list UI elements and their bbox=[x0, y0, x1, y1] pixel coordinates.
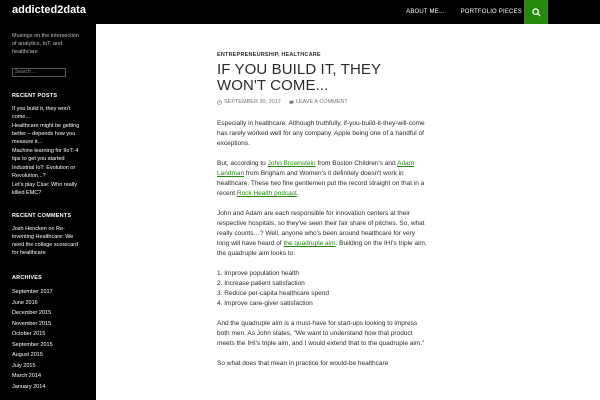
recent-post-link[interactable]: Machine learning for IIoT: 4 tips to get you started bbox=[12, 148, 79, 162]
leave-comment-link[interactable] bbox=[289, 99, 348, 105]
post-date[interactable] bbox=[217, 99, 281, 105]
list-item: 1. Improve population health bbox=[217, 270, 300, 277]
primary-nav bbox=[406, 0, 522, 24]
comment-icon bbox=[289, 100, 294, 105]
leave-comment-text: LEAVE A COMMENT bbox=[295, 99, 348, 105]
link-john-brownstein[interactable]: John Brownstein bbox=[267, 160, 316, 167]
link-quadruple-aim[interactable]: the quadruple aim bbox=[283, 240, 336, 247]
site-title[interactable]: addicted2data bbox=[12, 4, 86, 16]
quadruple-aim-list bbox=[217, 269, 427, 309]
post-paragraph: So what does that mean in practice for would-be healthcare bbox=[217, 360, 389, 367]
post-meta bbox=[217, 99, 427, 105]
archive-link[interactable]: January 2014 bbox=[12, 383, 46, 390]
post-paragraph: And the quadruple aim is a must-have for start-ups looking to impress both men. As John states, "We want to understand how that product meets the IHI's triple aim, and I would extend that to the quadruple aim." bbox=[217, 320, 425, 347]
recent-post-link[interactable]: If you build it, they won't come... bbox=[12, 106, 71, 120]
sidebar-search-input[interactable]: Search ... bbox=[12, 68, 66, 77]
archive-link[interactable]: November 2015 bbox=[12, 320, 52, 327]
recent-posts-title: RECENT POSTS bbox=[12, 93, 58, 99]
recent-comment-link[interactable]: Josh Hencken on Re-inventing Healthcare: We need the college scorecard for healthcare bbox=[12, 226, 79, 256]
archive-link[interactable]: June 2016 bbox=[12, 299, 38, 306]
sidebar bbox=[0, 24, 96, 400]
list-item: 4. Improve care-giver satisfaction bbox=[217, 300, 313, 307]
text-span: from Boston Children's and bbox=[315, 160, 398, 167]
post-content bbox=[217, 119, 427, 369]
post-article bbox=[217, 52, 427, 379]
text-span: John and Adam are each responsible for innovation centers at their respective hospitals, so they've seen their fair share of pitches. So, what really counts…? Well, anyone who's been around healthcare for very long will have heard of bbox=[217, 210, 425, 247]
archive-link[interactable]: December 2015 bbox=[12, 310, 52, 316]
post-paragraph: Especially in healthcare. Although truthfully, if-you-build-it-they-will-come has rarely worked well for any company. Apple being one of a handful of exceptions. bbox=[217, 120, 425, 147]
site-header bbox=[0, 0, 600, 24]
text-span: But, according to bbox=[217, 160, 268, 167]
text-span: . Building on the IHI's triple aim, the quadruple aim looks to: bbox=[217, 240, 427, 257]
archive-link[interactable]: September 2015 bbox=[12, 341, 53, 348]
recent-post-link[interactable]: Industrial IoT: Evolution or Revolution...? bbox=[12, 165, 76, 179]
post-paragraph bbox=[217, 159, 427, 199]
nav-about-me[interactable]: ABOUT ME... bbox=[406, 9, 445, 15]
archive-link[interactable]: July 2015 bbox=[12, 362, 36, 369]
recent-post-link[interactable]: Let's play Clue: Who really killed EMC? bbox=[12, 182, 77, 196]
archive-link[interactable]: September 2017 bbox=[12, 289, 53, 295]
post-date-text: SEPTEMBER 30, 2017 bbox=[224, 99, 281, 105]
post-categories[interactable]: ENTREPRENEURSHIP, HEALTHCARE bbox=[217, 52, 321, 58]
recent-posts-list bbox=[12, 105, 84, 197]
post-title: IF YOU BUILD IT, THEY WON'T COME... bbox=[217, 61, 381, 94]
text-span: from Brigham and Women's it definitely doesn't work in healthcare. These two fine gentlemen put the record straight on that in a recent bbox=[217, 170, 425, 197]
recent-comments-title: RECENT COMMENTS bbox=[12, 213, 72, 219]
search-toggle-button[interactable] bbox=[524, 0, 548, 24]
link-adam-landman[interactable]: Adam Landman bbox=[217, 160, 415, 177]
recent-post-link[interactable]: Healthcare might be getting better – depends how you measure it... bbox=[12, 123, 80, 145]
list-item: 2. Increase patient satisfaction bbox=[217, 280, 305, 287]
archive-link[interactable]: March 2014 bbox=[12, 373, 42, 379]
search-icon bbox=[532, 8, 541, 17]
clock-icon bbox=[217, 100, 222, 105]
link-rock-health-podcast[interactable]: Rock Health podcast bbox=[236, 190, 297, 197]
nav-portfolio-pieces[interactable]: PORTFOLIO PIECES bbox=[460, 9, 522, 15]
recent-comments-list bbox=[12, 225, 84, 257]
text-span: . bbox=[296, 190, 299, 197]
archives-list bbox=[12, 287, 84, 392]
list-item: 3. Reduce per-capita healthcare spend bbox=[217, 290, 330, 297]
post-paragraph bbox=[217, 209, 427, 259]
archives-title: ARCHIVES bbox=[12, 275, 43, 281]
archive-link[interactable]: October 2015 bbox=[12, 331, 46, 337]
archive-link[interactable]: August 2015 bbox=[12, 352, 43, 358]
site-tagline: Musings on the intersection of analytics, IoT, and healthcare bbox=[12, 33, 79, 55]
